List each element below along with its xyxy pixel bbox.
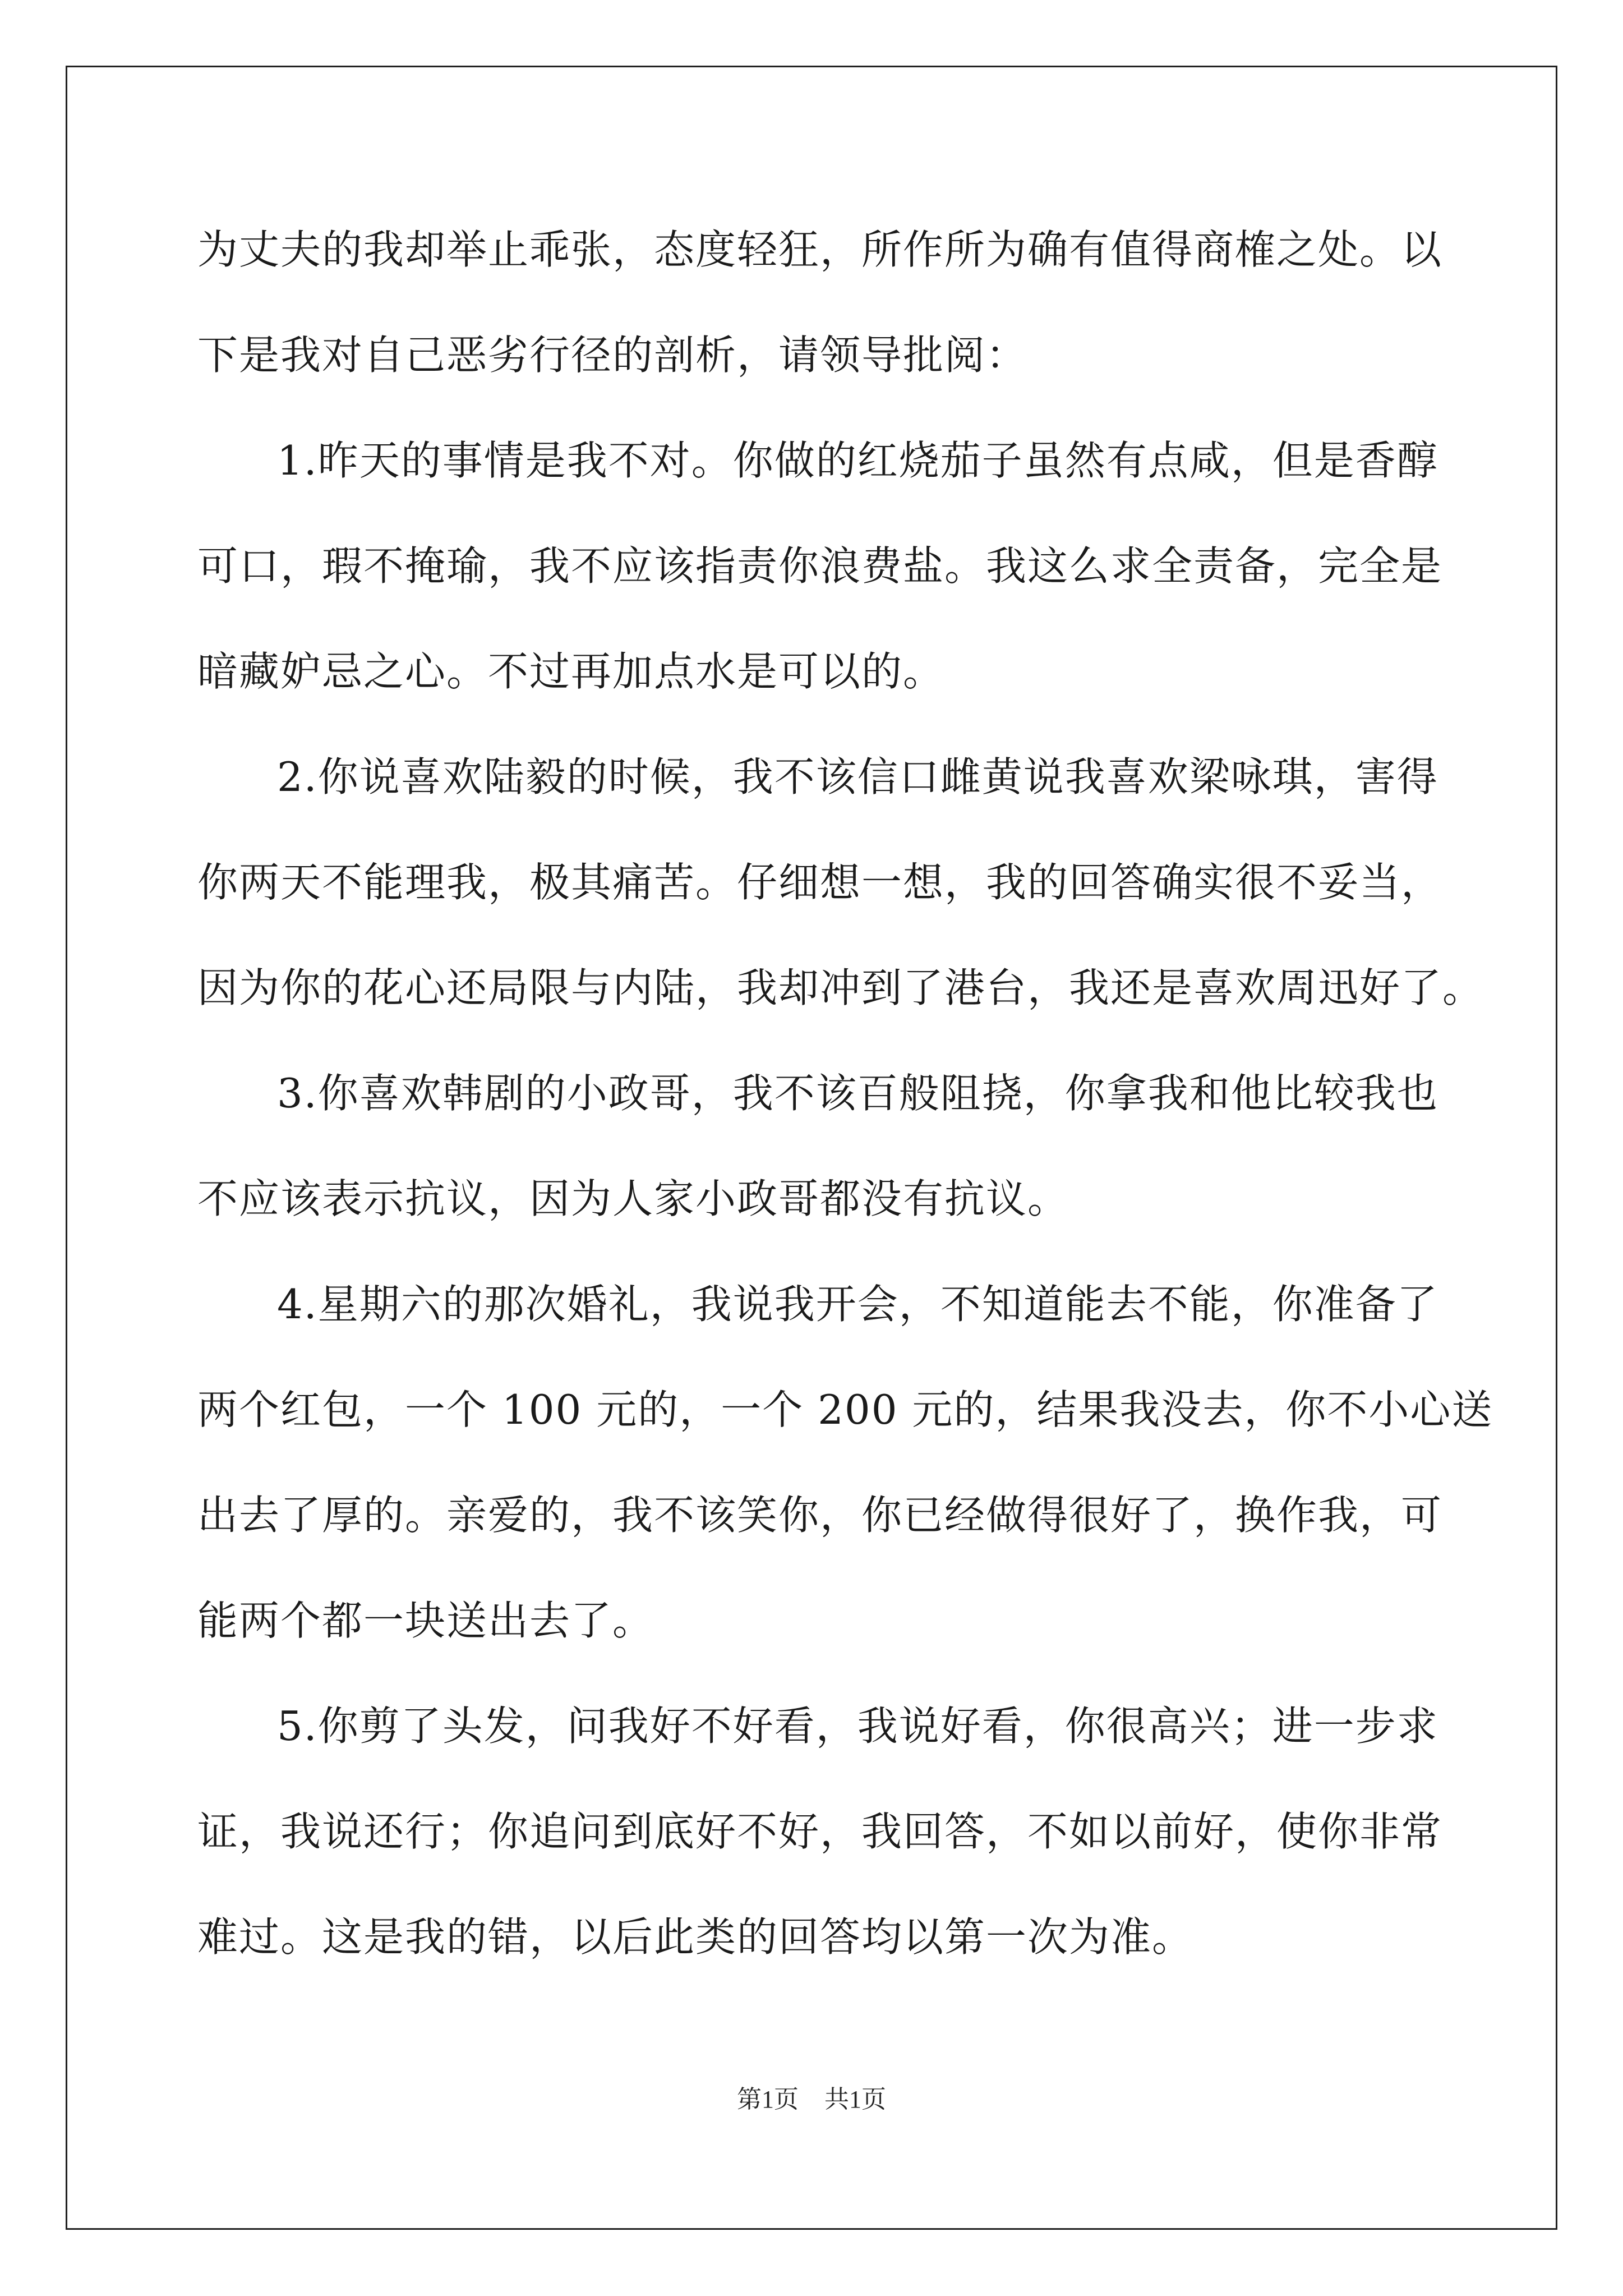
text-line: 因为你的花心还局限与内陆，我却冲到了港台，我还是喜欢周迅好了。 — [197, 964, 1484, 1011]
page-number: 第1页 — [737, 2086, 799, 2113]
text-line: 暗藏妒忌之心。不过再加点水是可以的。 — [197, 648, 945, 695]
text-line: 不应该表示抗议，因为人家小政哥都没有抗议。 — [197, 1175, 1069, 1222]
text-line: 能两个都一块送出去了。 — [197, 1597, 654, 1644]
text-line: 证，我说还行；你追问到底好不好，我回答，不如以前好，使你非常 — [197, 1808, 1443, 1855]
document-body — [197, 222, 1493, 2014]
text-line: 2.你说喜欢陆毅的时候，我不该信口雌黄说我喜欢梁咏琪，害得 — [277, 753, 1438, 800]
text-line: 5.你剪了头发，问我好不好看，我说好看，你很高兴；进一步求 — [277, 1703, 1438, 1750]
text-line: 你两天不能理我，极其痛苦。仔细想一想，我的回答确实很不妥当， — [197, 859, 1443, 906]
text-line: 可口，瑕不掩瑜，我不应该指责你浪费盐。我这么求全责备，完全是 — [197, 542, 1443, 590]
text-line: 3.你喜欢韩剧的小政哥，我不该百般阻挠，你拿我和他比较我也 — [277, 1070, 1438, 1117]
text-line: 出去了厚的。亲爱的，我不该笑你，你已经做得很好了，换作我，可 — [197, 1492, 1443, 1539]
text-line: 4.星期六的那次婚礼，我说我开会，不知道能去不能，你准备了 — [277, 1281, 1438, 1328]
page-total: 共1页 — [824, 2086, 886, 2113]
text-line: 下是我对自己恶劣行径的剖析，请领导批阅： — [197, 332, 1028, 379]
text-line: 为丈夫的我却举止乖张，态度轻狂，所作所为确有值得商榷之处。以 — [197, 226, 1443, 273]
text-line: 难过。这是我的错，以后此类的回答均以第一次为准。 — [197, 1913, 1194, 1961]
text-line: 1.昨天的事情是我不对。你做的红烧茄子虽然有点咸，但是香醇 — [277, 437, 1438, 484]
page-footer — [0, 2083, 1623, 2116]
text-line: 两个红包，一个 100 元的，一个 200 元的，结果我没去，你不小心送 — [197, 1386, 1493, 1433]
